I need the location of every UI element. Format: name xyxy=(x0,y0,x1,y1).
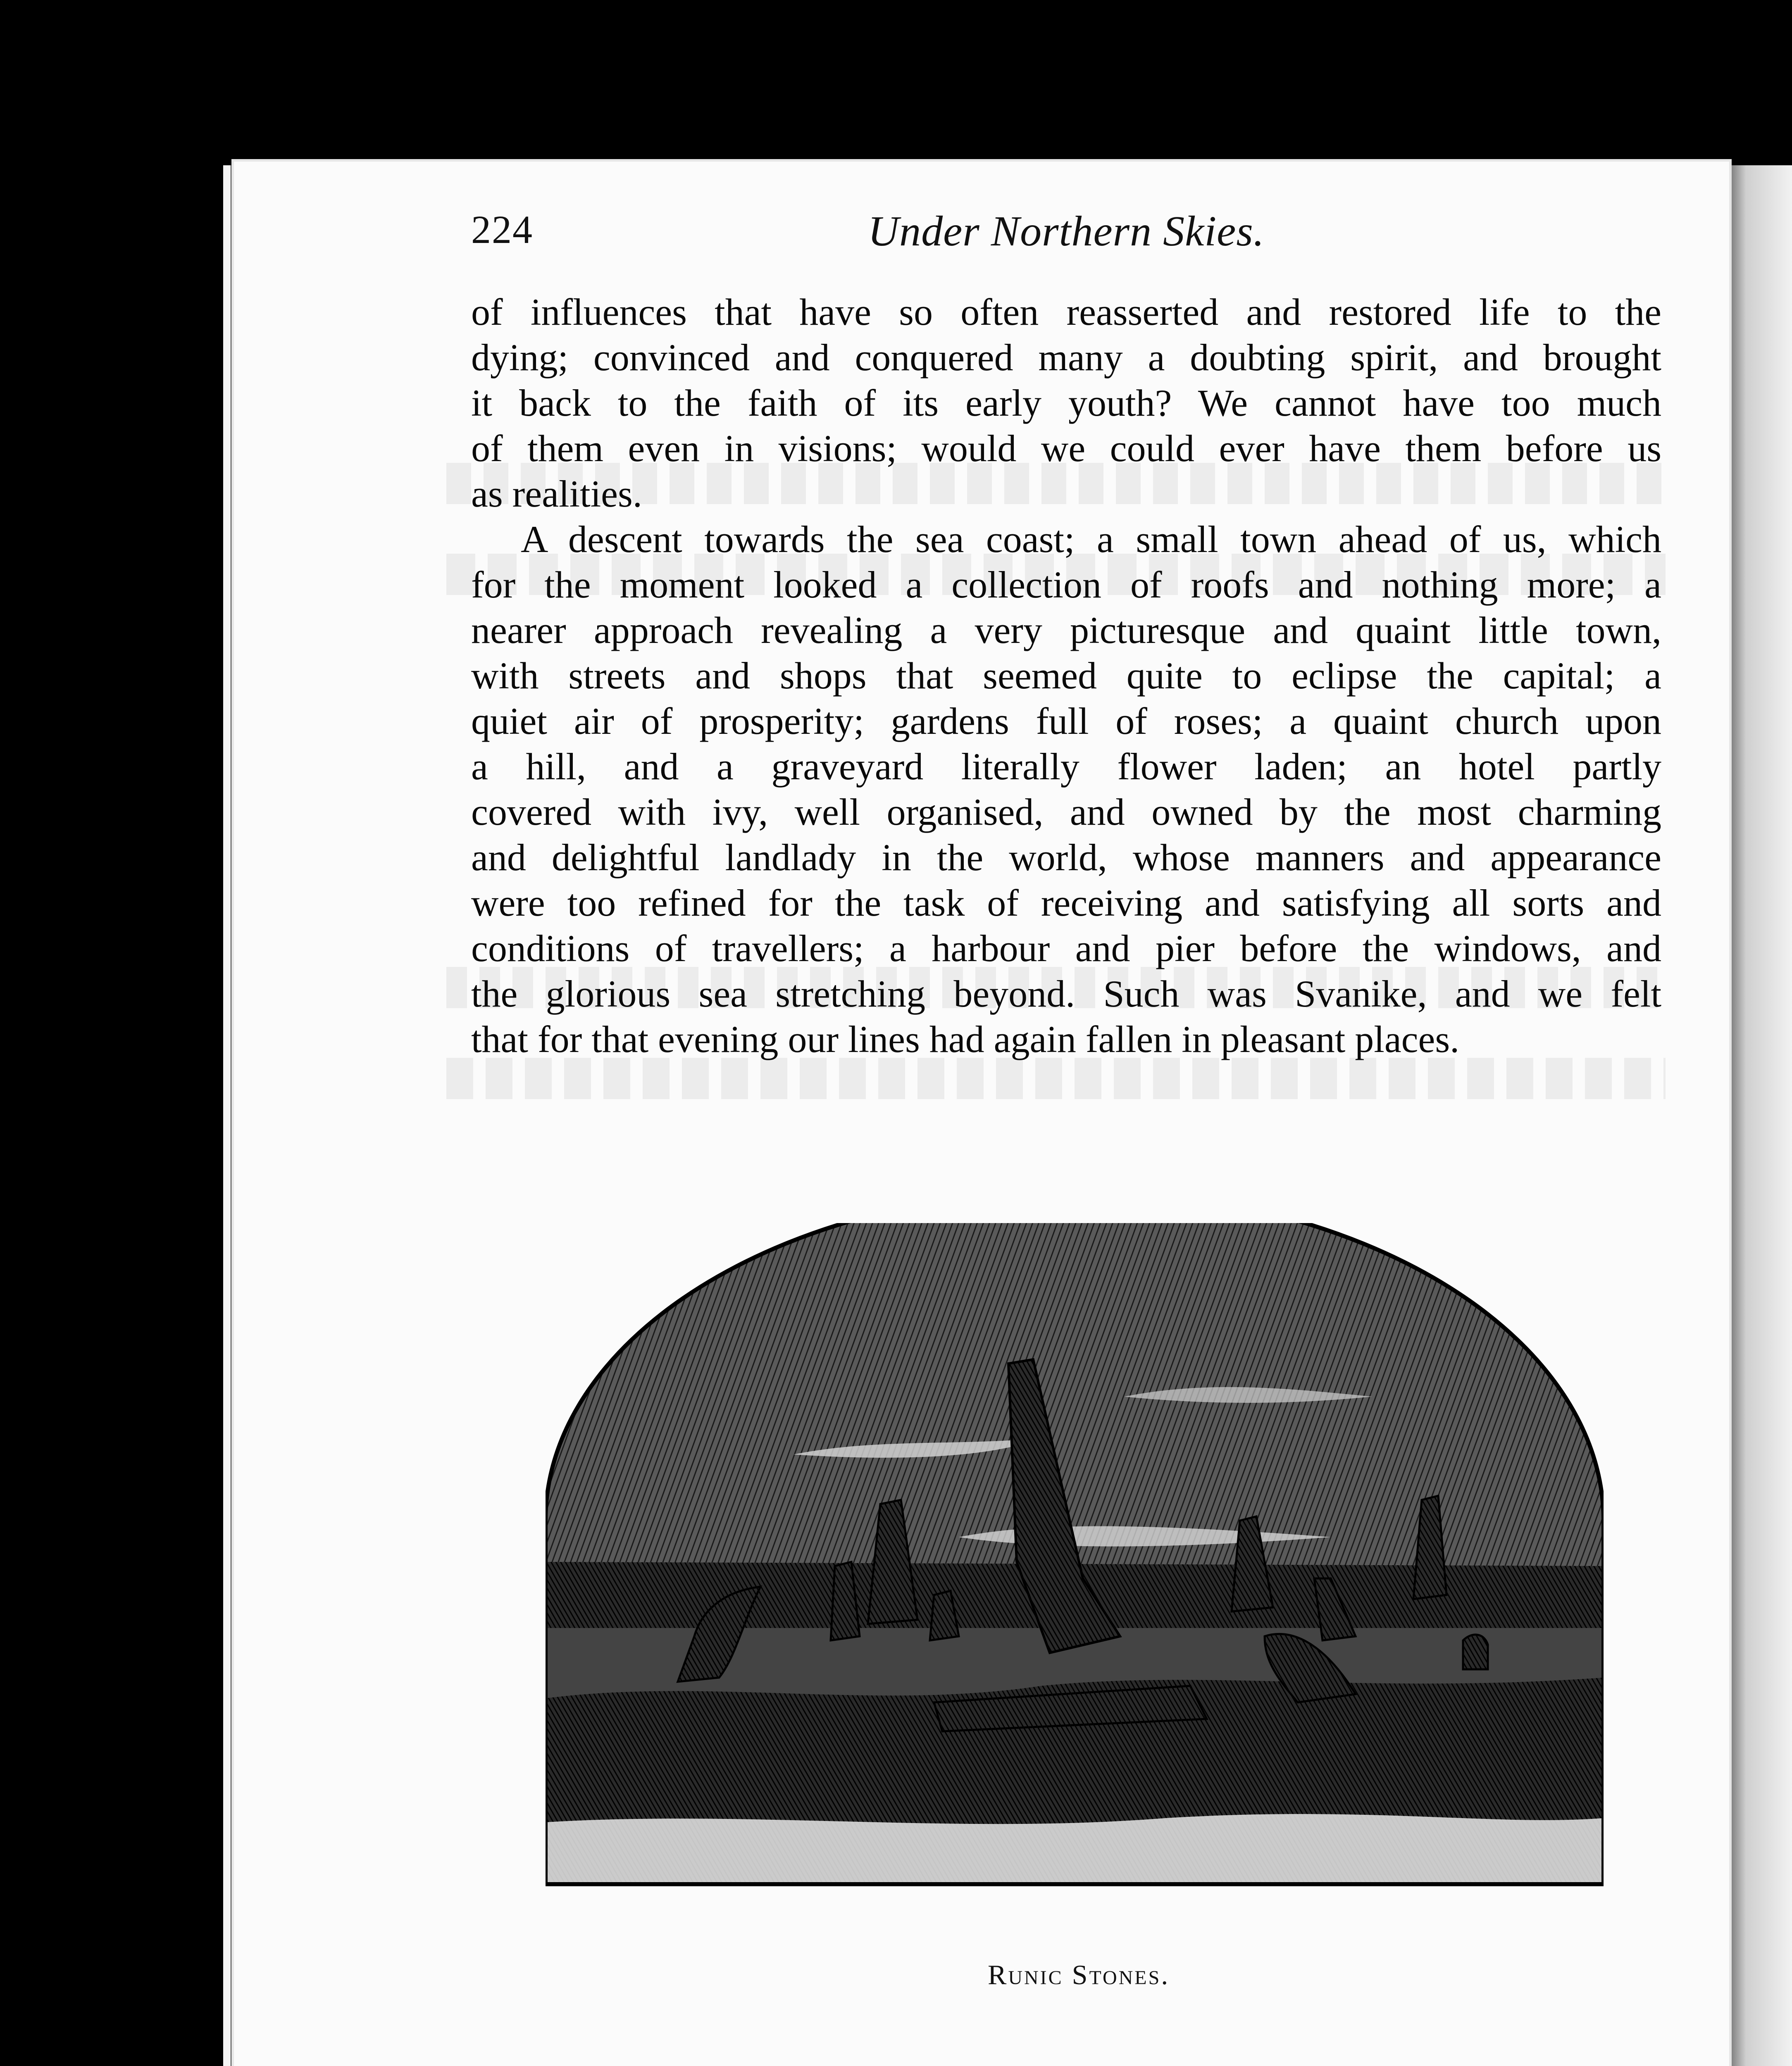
text-line: that for that evening our lines had again fallen in pleasant places. xyxy=(471,1018,1460,1060)
text-line: A descent towards the sea coast; a small town ahead of us, which xyxy=(521,518,1661,560)
text-line: conditions of travellers; a harbour and pier before the windows, and xyxy=(471,927,1661,969)
runic-stones-engraving xyxy=(546,1223,1604,1934)
running-head xyxy=(471,202,1694,264)
text-line: quiet air of prosperity; gardens full of roses; a quaint church upon xyxy=(471,700,1661,742)
text-line: dying; convinced and conquered many a doubting spirit, and brought xyxy=(471,336,1661,378)
text-line: the glorious sea stretching beyond. Such was Svanike, and we felt xyxy=(471,973,1661,1015)
text-line: and delightful landlady in the world, whose manners and appearance xyxy=(471,836,1661,878)
text-line: a hill, and a graveyard literally flower laden; an hotel partly xyxy=(471,745,1661,788)
text-line: it back to the faith of its early youth? We cannot have too much xyxy=(471,382,1661,424)
text-line: for the moment looked a collection of roofs and nothing more; a xyxy=(471,564,1661,606)
paragraph xyxy=(471,516,1661,1062)
text-line: covered with ivy, well organised, and owned by the most charming xyxy=(471,791,1661,833)
standing-stone xyxy=(1463,1635,1488,1669)
paragraph xyxy=(471,289,1661,516)
text-line: were too refined for the task of receiving and satisfying all sorts and xyxy=(471,882,1661,924)
text-line: with streets and shops that seemed quite to eclipse the capital; a xyxy=(471,655,1661,697)
illustration-caption: Runic Stones. xyxy=(988,1959,1170,1990)
text-line: nearer approach revealing a very picturesque and quaint little town, xyxy=(471,609,1661,651)
running-title: Under Northern Skies. xyxy=(868,207,1265,255)
text-line: of influences that have so often reasserted and restored life to the xyxy=(471,291,1661,333)
page-number: 224 xyxy=(471,207,533,252)
body-text xyxy=(471,289,1661,1062)
text-line: of them even in visions; would we could ever have them before us xyxy=(471,427,1661,469)
text-line: as realities. xyxy=(471,473,642,515)
